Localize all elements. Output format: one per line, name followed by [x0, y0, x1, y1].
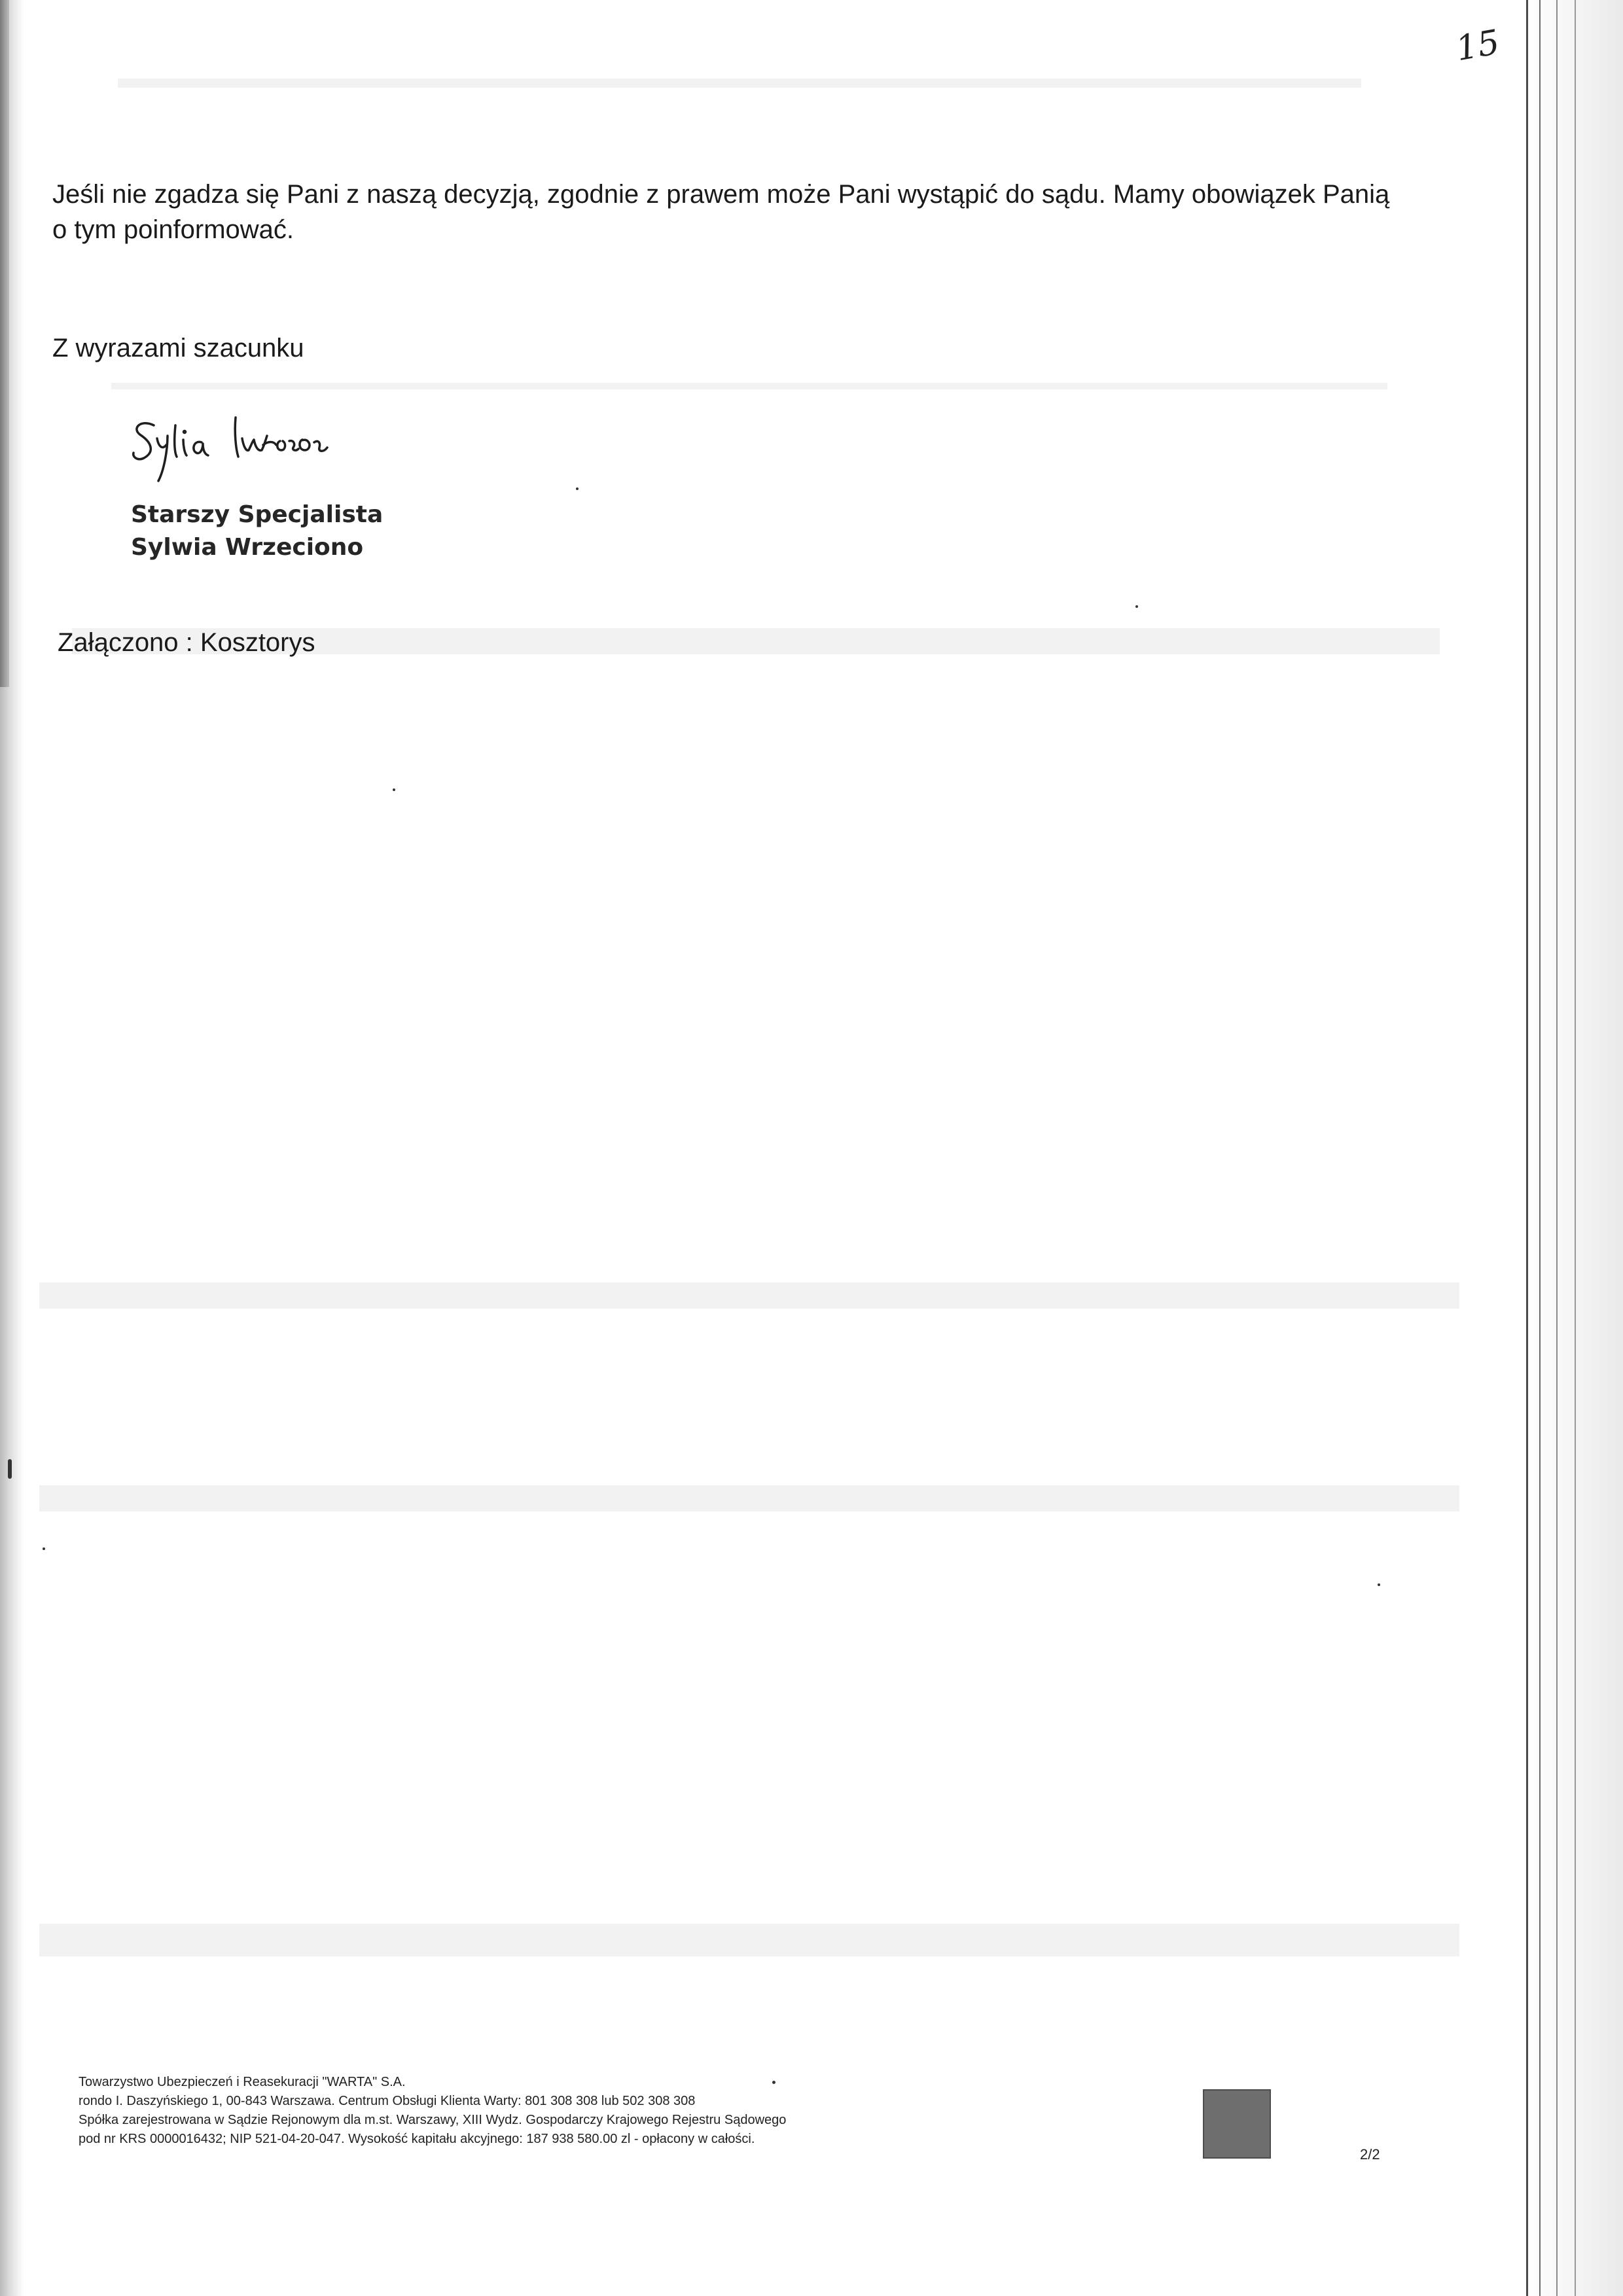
bleed-through [39, 1282, 1459, 1309]
edge-line [1539, 0, 1541, 2296]
body-paragraph-line: Jeśli nie zgadza się Pani z naszą decyzją, zgodnie z prawem może Pani wystąpić do sądu. Mamy obowiązek Panią [52, 180, 1390, 209]
closing-phrase: Z wyrazami szacunku [52, 334, 304, 362]
scan-speck [43, 1547, 45, 1550]
signer-name: Sylwia Wrzeciono [131, 534, 364, 561]
footer-line: pod nr KRS 0000016432; NIP 521-04-20-047. Wysokość kapitału akcyjnego: 187 938 580.00 zl - opłacony w całości. [79, 2132, 755, 2146]
handwritten-corner-mark: 15 [1453, 22, 1503, 69]
scan-speck [8, 1459, 12, 1479]
scan-speck [1135, 605, 1138, 608]
page-number: 2/2 [1360, 2146, 1380, 2163]
bleed-through [39, 1924, 1459, 1956]
scan-right-page-edges [1518, 0, 1623, 2296]
bleed-through [118, 79, 1361, 88]
bleed-through [39, 1485, 1459, 1511]
scan-left-dark-edge [0, 0, 9, 687]
edge-line [1575, 0, 1576, 2296]
footer-line: Spółka zarejestrowana w Sądzie Rejonowym dla m.st. Warszawy, XIII Wydz. Gospodarczy Krajowego Rejestru Sądowego [79, 2113, 787, 2127]
company-footer [79, 2073, 995, 2149]
document-code-box [1203, 2089, 1271, 2159]
scan-speck [576, 487, 579, 490]
body-paragraph-line: o tym poinformować. [52, 215, 294, 244]
bleed-through [111, 383, 1387, 389]
footer-line: rondo I. Daszyńskiego 1, 00-843 Warszawa. Centrum Obsługi Klienta Warty: 801 308 308 lub 502 308 308 [79, 2094, 696, 2108]
attachment-note: Załączono : Kosztorys [58, 628, 315, 657]
body-paragraph [52, 177, 1414, 247]
handwritten-signature [124, 399, 386, 501]
signer-block [131, 499, 383, 564]
edge-line [1526, 0, 1528, 2296]
footer-line: Towarzystwo Ubezpieczeń i Reasekuracji "WARTA" S.A. [79, 2075, 406, 2089]
edge-line [1556, 0, 1558, 2296]
scan-speck [772, 2081, 776, 2084]
signer-title: Starszy Specjalista [131, 501, 383, 528]
scan-speck [1378, 1583, 1380, 1586]
signature-drawing [124, 399, 386, 497]
scan-speck [393, 788, 395, 791]
